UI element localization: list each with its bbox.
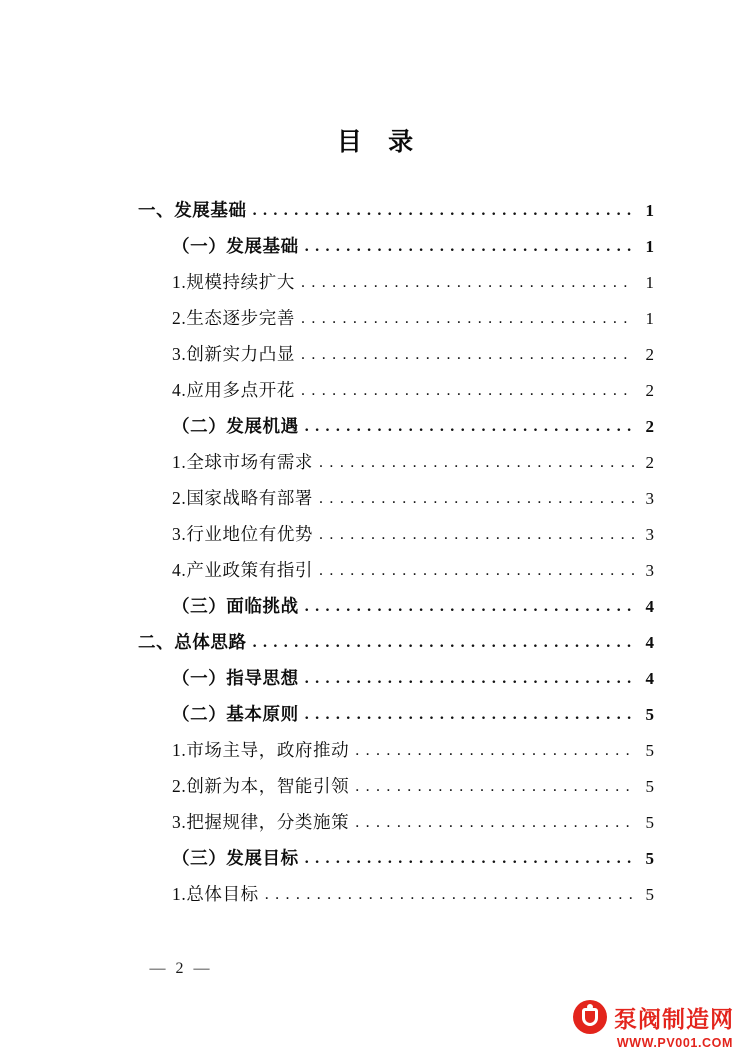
toc-entry-page: 2: [645, 453, 654, 472]
toc-leader-dots: [355, 815, 634, 828]
toc-entry-page: 5: [645, 813, 654, 832]
watermark-url: WWW.PV001.COM: [616, 1036, 733, 1050]
toc-entry-label: 3.把握规律，分类施策: [172, 812, 350, 832]
toc-entry[interactable]: [138, 418, 654, 436]
toc-entry[interactable]: [138, 850, 654, 868]
toc-entry-label: 1.规模持续扩大: [172, 272, 295, 292]
toc-entry-label: 二、总体思路: [138, 632, 247, 652]
toc-leader-dots: [301, 311, 634, 324]
toc-entry-page: 1: [645, 201, 654, 220]
toc-entry-page: 5: [645, 849, 654, 868]
page-title: 目 录: [336, 129, 424, 156]
toc-leader-dots: [305, 671, 634, 684]
toc-entry-label: 一、发展基础: [138, 200, 247, 220]
toc-entry-label: （一）发展基础: [172, 236, 299, 256]
toc-entry-label: 4.产业政策有指引: [172, 560, 314, 580]
toc-leader-dots: [305, 239, 634, 252]
toc-entry[interactable]: [138, 382, 654, 400]
toc-leader-dots: [253, 203, 634, 216]
toc-entry-label: 1.全球市场有需求: [172, 452, 314, 472]
table-of-contents: [0, 202, 750, 904]
toc-entry-label: 2.国家战略有部署: [172, 488, 314, 508]
toc-entry[interactable]: [138, 598, 654, 616]
toc-entry[interactable]: [138, 454, 654, 472]
toc-entry[interactable]: [138, 562, 654, 580]
toc-leader-dots: [305, 599, 634, 612]
toc-entry[interactable]: [138, 346, 654, 364]
toc-leader-dots: [319, 491, 634, 504]
toc-entry-page: 1: [645, 273, 654, 292]
toc-entry[interactable]: [138, 778, 654, 796]
toc-entry-page: 2: [645, 345, 654, 364]
toc-leader-dots: [355, 743, 634, 756]
toc-entry-page: 1: [645, 237, 654, 256]
toc-entry-page: 4: [645, 669, 654, 688]
toc-leader-dots: [319, 527, 634, 540]
toc-entry-label: 2.生态逐步完善: [172, 308, 295, 328]
toc-entry-label: 4.应用多点开花: [172, 380, 295, 400]
toc-entry[interactable]: [138, 634, 654, 652]
toc-entry[interactable]: [138, 490, 654, 508]
toc-entry-page: 4: [645, 633, 654, 652]
toc-entry-label: （一）指导思想: [172, 668, 299, 688]
toc-entry-page: 2: [645, 381, 654, 400]
toc-entry-page: 2: [645, 417, 654, 436]
toc-leader-dots: [301, 347, 634, 360]
toc-leader-dots: [253, 635, 634, 648]
toc-entry-label: 3.创新实力凸显: [172, 344, 295, 364]
toc-entry-label: 1.总体目标: [172, 884, 259, 904]
toc-leader-dots: [265, 887, 634, 900]
toc-entry-page: 1: [645, 309, 654, 328]
watermark: [573, 1000, 734, 1050]
toc-entry[interactable]: [138, 274, 654, 292]
toc-entry[interactable]: [138, 670, 654, 688]
toc-leader-dots: [319, 455, 634, 468]
toc-leader-dots: [305, 851, 634, 864]
toc-leader-dots: [305, 707, 634, 720]
toc-entry-label: 3.行业地位有优势: [172, 524, 314, 544]
toc-entry-label: （三）面临挑战: [172, 596, 299, 616]
toc-entry-page: 5: [645, 885, 654, 904]
toc-entry[interactable]: [138, 886, 654, 904]
watermark-brand-row: [573, 1000, 734, 1034]
toc-entry-page: 3: [645, 561, 654, 580]
page-footer-number: — 2 —: [149, 960, 213, 977]
toc-entry[interactable]: [138, 526, 654, 544]
toc-entry[interactable]: [138, 202, 654, 220]
toc-entry-label: （三）发展目标: [172, 848, 299, 868]
bell-logo-icon: [573, 1000, 607, 1034]
toc-entry-page: 5: [645, 741, 654, 760]
toc-entry-page: 3: [645, 525, 654, 544]
toc-leader-dots: [301, 275, 634, 288]
watermark-brand-text: 泵阀制造网: [614, 1005, 734, 1032]
toc-entry[interactable]: [138, 706, 654, 724]
toc-entry[interactable]: [138, 814, 654, 832]
toc-leader-dots: [305, 419, 634, 432]
toc-entry-label: 2.创新为本，智能引领: [172, 776, 350, 796]
toc-entry-page: 5: [645, 777, 654, 796]
toc-entry-page: 3: [645, 489, 654, 508]
toc-entry[interactable]: [138, 742, 654, 760]
toc-leader-dots: [301, 383, 634, 396]
toc-entry-label: 1.市场主导，政府推动: [172, 740, 350, 760]
toc-entry[interactable]: [138, 238, 654, 256]
toc-entry-label: （二）基本原则: [172, 704, 299, 724]
toc-leader-dots: [355, 779, 634, 792]
toc-entry[interactable]: [138, 310, 654, 328]
toc-entry-label: （二）发展机遇: [172, 416, 299, 436]
toc-entry-page: 4: [645, 597, 654, 616]
toc-leader-dots: [319, 563, 634, 576]
toc-entry-page: 5: [645, 705, 654, 724]
